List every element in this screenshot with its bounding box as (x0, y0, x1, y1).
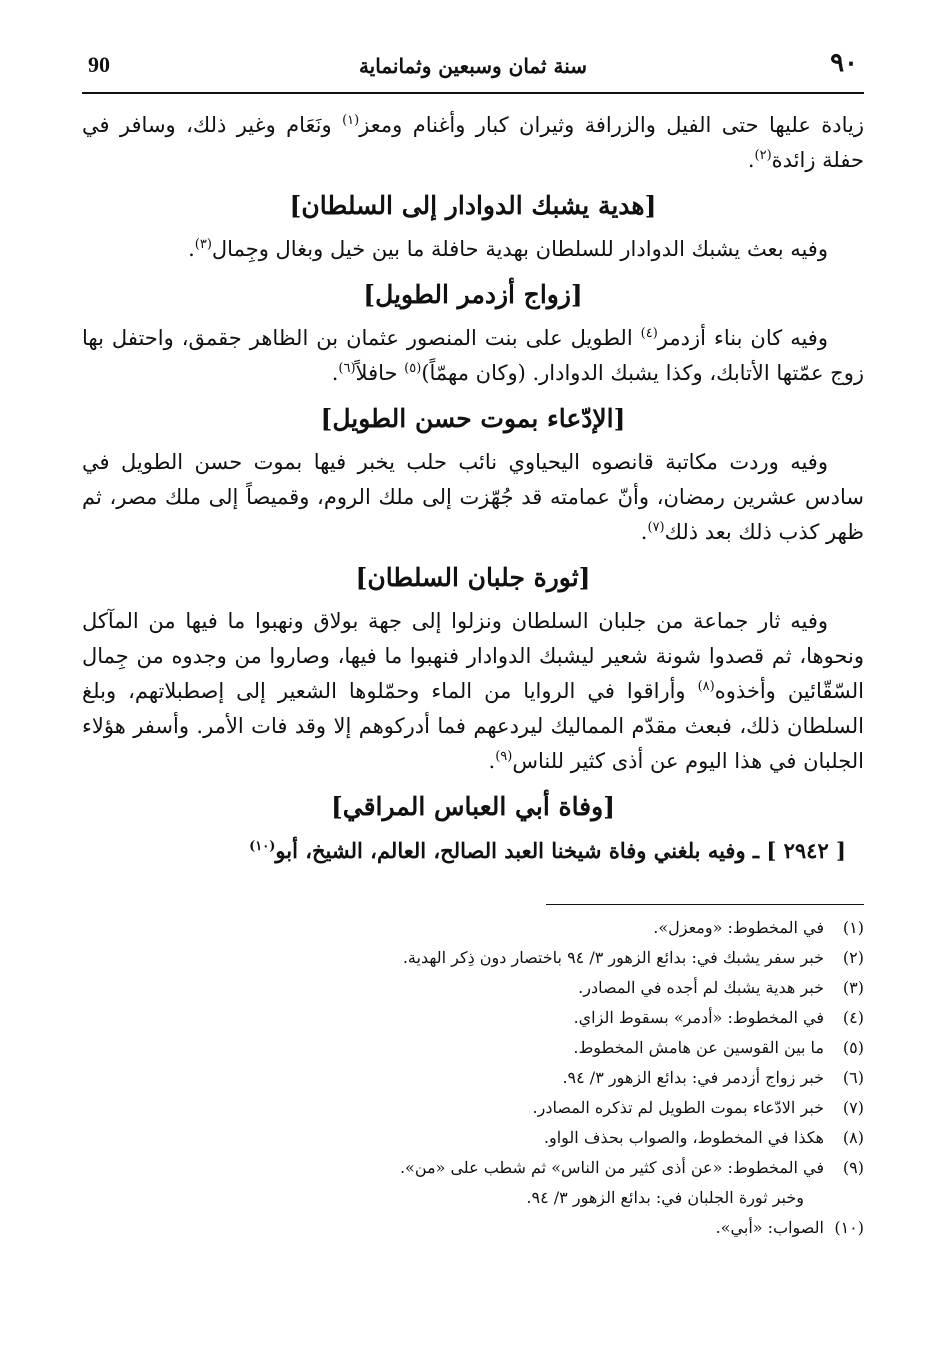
paragraph-1: زيادة عليها حتى الفيل والزرافة وثيران كبار وأغنام ومعز$^{(١)}$ ونَعَام وغير ذلك، وسافر في حفلة زائدة$^{(٢)}$. (82, 113, 864, 172)
page-header (82, 40, 864, 94)
section-heading-death-claim: [الإدّعاء بموت حسن الطويل] (320, 404, 626, 433)
footnote-ref-8[interactable]: (٨) (697, 679, 715, 694)
paragraph-3: وفيه كان بناء أزدمر$^{(٤)}$ الطويل على بنت المنصور عثمان بن الظاهر جقمق، واحتفل بها زوج عمّتها الأتابك، وكذا يشبك الدوادار. (وكان مهمّاً)$^{(٥)}$ حافلاً$^{(٦)}$. (82, 326, 864, 385)
page-body (82, 94, 864, 1243)
section-heading-marriage: [زواج أزدمر الطويل] (363, 280, 583, 309)
footnote-item: (٨) هكذا في المخطوط، والصواب بحذف الواو. (543, 1128, 864, 1147)
footnote-item: (٢) خبر سفر يشبك في: بدائع الزهور ٣/ ٩٤ باختصار دون ذِكر الهدية. (402, 948, 864, 967)
section-heading-obituary: [وفاة أبي العباس المراقي] (330, 792, 616, 821)
footnote-item: (٥) ما بين القوسين عن هامش المخطوط. (573, 1038, 864, 1057)
paragraph-2: وفيه بعث يشبك الدوادار للسلطان بهدية حافلة ما بين خيل وبغال وجِمال$^{(٣)}$. (188, 237, 828, 261)
section-heading-revolt: [ثورة جلبان السلطان] (355, 563, 591, 592)
footnote-item: (٤) في المخطوط: «أدمر» بسقوط الزاي. (573, 1008, 864, 1027)
paragraph-4: وفيه وردت مكاتبة قانصوه اليحياوي نائب حلب يخبر فيها بموت حسن الطويل في سادس عشرين رمضان، وأنّ عمامته قد جُهّزت إلى ملك الروم، وقميصاً إلى ملك مصر، ثم ظهر كذب ذلك بعد ذلك$^{(٧)}$. (82, 450, 864, 544)
footnote-ref-1[interactable]: (١) (342, 113, 360, 128)
biography-entry: [ ٢٩٤٢ ] ـ وفيه بلغني وفاة شيخنا العبد الصالح، العالم، الشيخ، أبو$^{(١٠)}$ (249, 838, 846, 863)
paragraph-5: وفيه ثار جماعة من جلبان السلطان ونزلوا إلى جهة بولاق ونهبوا ما فيها من المآكل ونحوها، ثم قصدوا شونة شعير ليشبك الدوادار فنهبوا ما فيها، وصاروا من وجدوه من جِمال السّقّائين وأخذوه$^{(٨)}$ وأراقوا في الروايا من الماء وحمّلوها الشعير إلى إصطبلاتهم، وبلغ السلطان ذلك، فبعث مقدّم المماليك ليردعهم فما أدركوهم إلا وقد فات الأمر. وأسفر هؤلاء الجلبان في هذا اليوم عن أذى كثير للناس$^{(٩)}$. (82, 609, 864, 773)
footnote-item-continuation: وخبر ثورة الجلبان في: بدائع الزهور ٣/ ٩٤. (526, 1188, 804, 1207)
footnote-divider (546, 904, 864, 905)
footnote-ref-2[interactable]: (٢) (754, 148, 772, 163)
footnote-item: (٦) خبر زواج أزدمر في: بدائع الزهور ٣/ ٩٤. (562, 1068, 864, 1087)
section-heading-gift: [هدية يشبك الدوادار إلى السلطان] (289, 191, 657, 220)
footnote-ref-3[interactable]: (٣) (194, 237, 212, 252)
footnote-item: (٧) خبر الادّعاء بموت الطويل لم تذكره المصادر. (532, 1098, 864, 1117)
footnote-item: (١) في المخطوط: «ومعزل». (653, 918, 864, 937)
footnote-item: (٩) في المخطوط: «عن أذى كثير من الناس» ثم شطب على «من». (399, 1158, 864, 1177)
footnote-ref-6[interactable]: (٦) (338, 361, 356, 376)
page-number-arabic: ٩٠ (830, 48, 858, 78)
footnote-ref-9[interactable]: (٩) (495, 749, 513, 764)
footnotes-list (82, 913, 864, 1243)
footnote-ref-4[interactable]: (٤) (640, 326, 658, 341)
book-page (82, 40, 864, 1243)
running-title: سنة ثمان وسبعين وثمانماية (358, 54, 588, 78)
footnote-ref-5[interactable]: (٥) (404, 361, 422, 376)
footnote-item: (١٠) الصواب: «أبي». (715, 1218, 864, 1237)
footnote-item: (٣) خبر هدية يشبك لم أجده في المصادر. (578, 978, 864, 997)
footnote-ref-7[interactable]: (٧) (647, 520, 665, 535)
page-number-latin: 90 (88, 52, 110, 77)
footnote-ref-10[interactable]: (١٠) (249, 839, 276, 854)
